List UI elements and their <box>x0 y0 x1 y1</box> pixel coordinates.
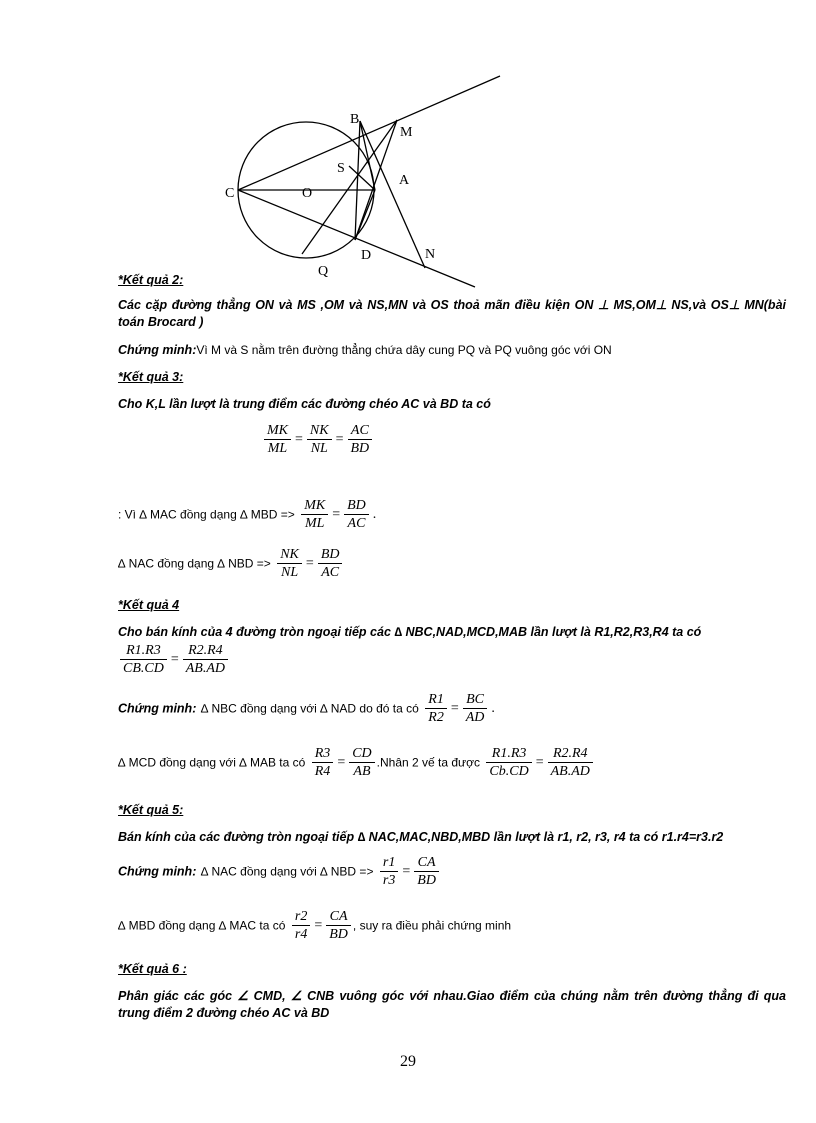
result-4-proof-2: ∆ MCD đồng dạng với ∆ MAB ta có $\frac{R3}{R4}$ = $\frac{CD}{AB}$ .Nhân 2 vế ta được $\frac{R1.R3}{Cb.CD}$ = $\frac{R2.R4}{AB.AD}$ <box>118 745 595 780</box>
fraction: $\frac{MK}{ML}$ <box>264 422 291 457</box>
label-m: M <box>400 125 413 140</box>
result-5-proof-2: ∆ MBD đồng dạng ∆ MAC ta có $\frac{r2}{r4}$ = $\frac{CA}{BD}$ , suy ra điều phải chứng minh <box>118 909 512 942</box>
result-5-proof-1: Chứng minh: ∆ NAC đồng dạng với ∆ NBD => $\frac{r1}{r3}$ = $\frac{CA}{BD}$ <box>118 854 441 889</box>
result-4-proof-1: Chứng minh: ∆ NBC đồng dạng với ∆ NAD do đó ta có $\frac{R1}{R2}$ = $\frac{BC}{AD}$ . <box>118 692 495 725</box>
page-number: 29 <box>400 1053 416 1070</box>
label-o: O <box>302 186 313 201</box>
result-3-heading: *Kết quả 3: <box>118 370 184 384</box>
label-b: B <box>350 112 360 127</box>
result-4-heading: *Kết quả 4 <box>118 598 180 612</box>
label-d: D <box>361 248 372 263</box>
result-2-proof <box>118 341 612 359</box>
geometry-figure <box>0 0 816 290</box>
result-3-statement: Cho K,L lần lượt là trung điểm các đường chéo AC và BD ta có <box>118 397 491 411</box>
label-q: Q <box>318 264 329 279</box>
proof-label: Chứng minh: <box>118 343 197 357</box>
result-2-statement: Các cặp đường thẳng ON và MS ,OM và NS,MN và OS thoả mãn điều kiện ON ⊥ MS,OM⊥ NS,và OS⊥ MN(bài toán Brocard ) <box>118 298 786 329</box>
result-3-line-1: : Vì ∆ MAC đồng dạng ∆ MBD => $\frac{MK}{ML}$ = $\frac{BD}{AC}$ . <box>118 498 377 531</box>
line-md <box>355 120 397 240</box>
line-mq <box>302 120 397 254</box>
result-4-formula: $\frac{R1.R3}{CB.CD}$ = $\frac{R2.R4}{AB.AD}$ <box>118 642 230 677</box>
fraction: $\frac{AC}{BD}$ <box>348 422 373 457</box>
result-5-statement: Bán kính của các đường tròn ngoại tiếp ∆ NAC,MAC,NBD,MBD lần lượt là r1, r2, r3, r4 ta có r1.r4=r3.r2 <box>118 830 724 844</box>
proof-text: Vì M và S nằm trên đường thẳng chứa dây cung PQ và PQ vuông góc với ON <box>196 343 612 357</box>
line-cm-ray <box>238 76 500 190</box>
line-bn <box>360 121 425 268</box>
result-4-statement: Cho bán kính của 4 đường tròn ngoại tiếp các ∆ NBC,NAD,MCD,MAB lần lượt là R1,R2,R3,R4 ta có <box>118 625 702 639</box>
result-2-heading: *Kết quả 2: <box>118 273 184 287</box>
label-s: S <box>337 161 345 176</box>
fraction: $\frac{NK}{NL}$ <box>307 422 332 457</box>
result-5-heading: *Kết quả 5: <box>118 803 184 817</box>
result-3-line-2: ∆ NAC đồng dạng ∆ NBD => $\frac{NK}{NL}$ = $\frac{BD}{AC}$ <box>118 546 344 581</box>
label-a: A <box>399 173 410 188</box>
result-3-equation: $\frac{MK}{ML}$ = $\frac{NK}{NL}$ = $\frac{AC}{BD}$ <box>262 422 374 457</box>
result-6-heading: *Kết quả 6 : <box>118 962 187 976</box>
label-c: C <box>225 186 235 201</box>
label-n: N <box>425 247 436 262</box>
result-6-statement: Phân giác các góc ∠ CMD, ∠ CNB vuông góc với nhau.Giao điểm của chúng nằm trên đường thẳng đi qua trung điểm 2 đường chéo AC và BD <box>118 989 786 1020</box>
